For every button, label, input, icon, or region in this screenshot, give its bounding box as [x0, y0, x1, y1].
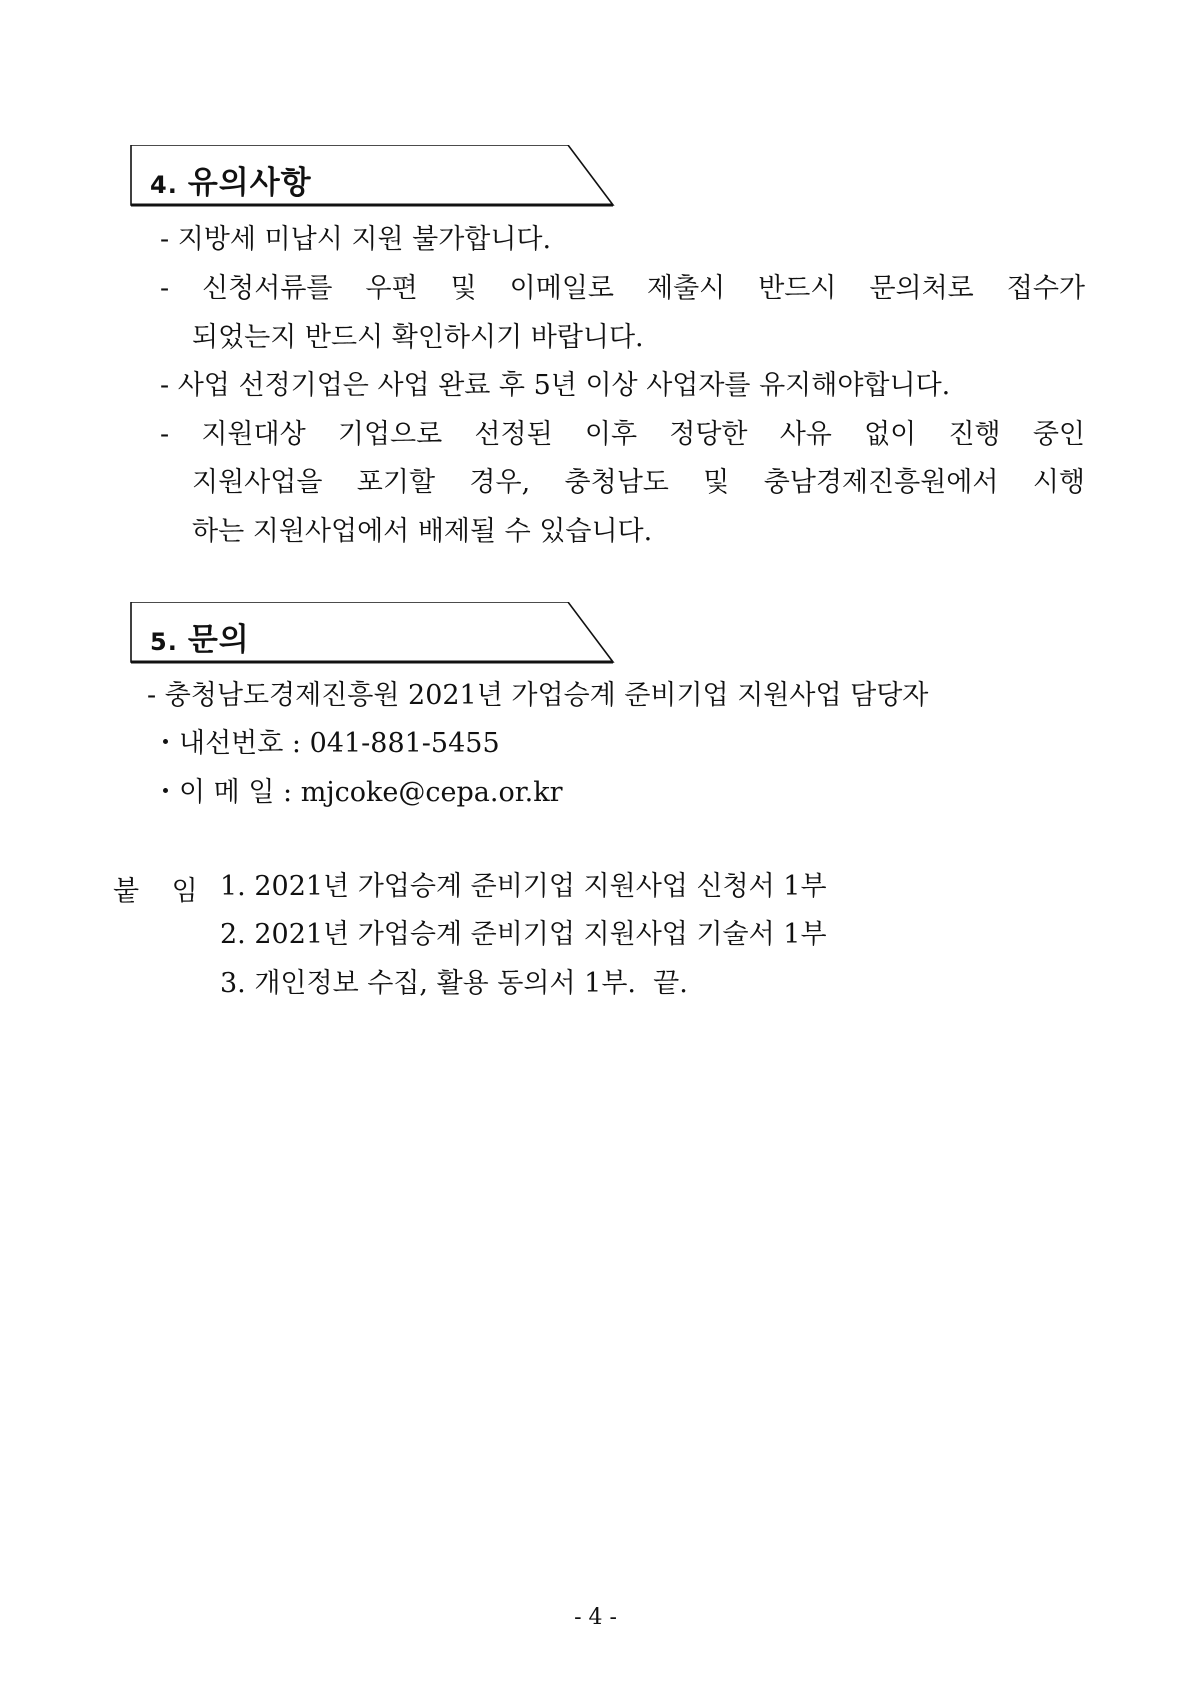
notice-item: - 지방세 미납시 지원 불가합니다. — [160, 224, 552, 255]
notice-item-continued: 하는 지원사업에서 배제될 수 있습니다. — [192, 516, 653, 547]
page-number: - 4 - — [574, 1605, 617, 1630]
notice-item: - 사업 선정기업은 사업 완료 후 5년 이상 사업자를 유지해야합니다. — [160, 370, 951, 401]
contact-line: - 충청남도경제진흥원 2021년 가업승계 준비기업 지원사업 담당자 — [147, 680, 929, 711]
notice-item-continued: 되었는지 반드시 확인하시기 바랍니다. — [192, 322, 644, 353]
section-5-header — [130, 602, 615, 664]
email-row — [152, 775, 563, 811]
phone-label: ・내선번호 : — [152, 728, 302, 759]
notice-item: - 지원대상 기업으로 선정된 이후 정당한 사유 없이 진행 중인 — [160, 419, 1085, 450]
section-5-title — [150, 614, 250, 659]
email-label: ・이 메 일 : — [152, 777, 293, 808]
attachment-item: 2. 2021년 가업승계 준비기업 지원사업 기술서 1부 — [220, 919, 827, 950]
phone-value: 041-881-5455 — [309, 728, 500, 759]
attachment-item: 1. 2021년 가업승계 준비기업 지원사업 신청서 1부 — [220, 871, 827, 902]
section-4-header — [130, 145, 615, 207]
email-value: mjcoke@cepa.or.kr — [300, 777, 563, 808]
attachment-item: 3. 개인정보 수집, 활용 동의서 1부. 끝. — [220, 968, 688, 999]
notice-item: - 신청서류를 우편 및 이메일로 제출시 반드시 문의처로 접수가 — [160, 273, 1085, 304]
section-4-title — [150, 157, 312, 202]
section-5-number: 5. — [150, 628, 178, 656]
attachments-label: 붙 임 — [113, 876, 210, 907]
section-4-number: 4. — [150, 171, 178, 199]
phone-row — [152, 726, 500, 762]
notice-item-continued: 지원사업을 포기할 경우, 충청남도 및 충남경제진흥원에서 시행 — [192, 467, 1085, 498]
section-4-title-text: 유의사항 — [187, 165, 312, 201]
section-5-title-text: 문의 — [187, 622, 250, 658]
